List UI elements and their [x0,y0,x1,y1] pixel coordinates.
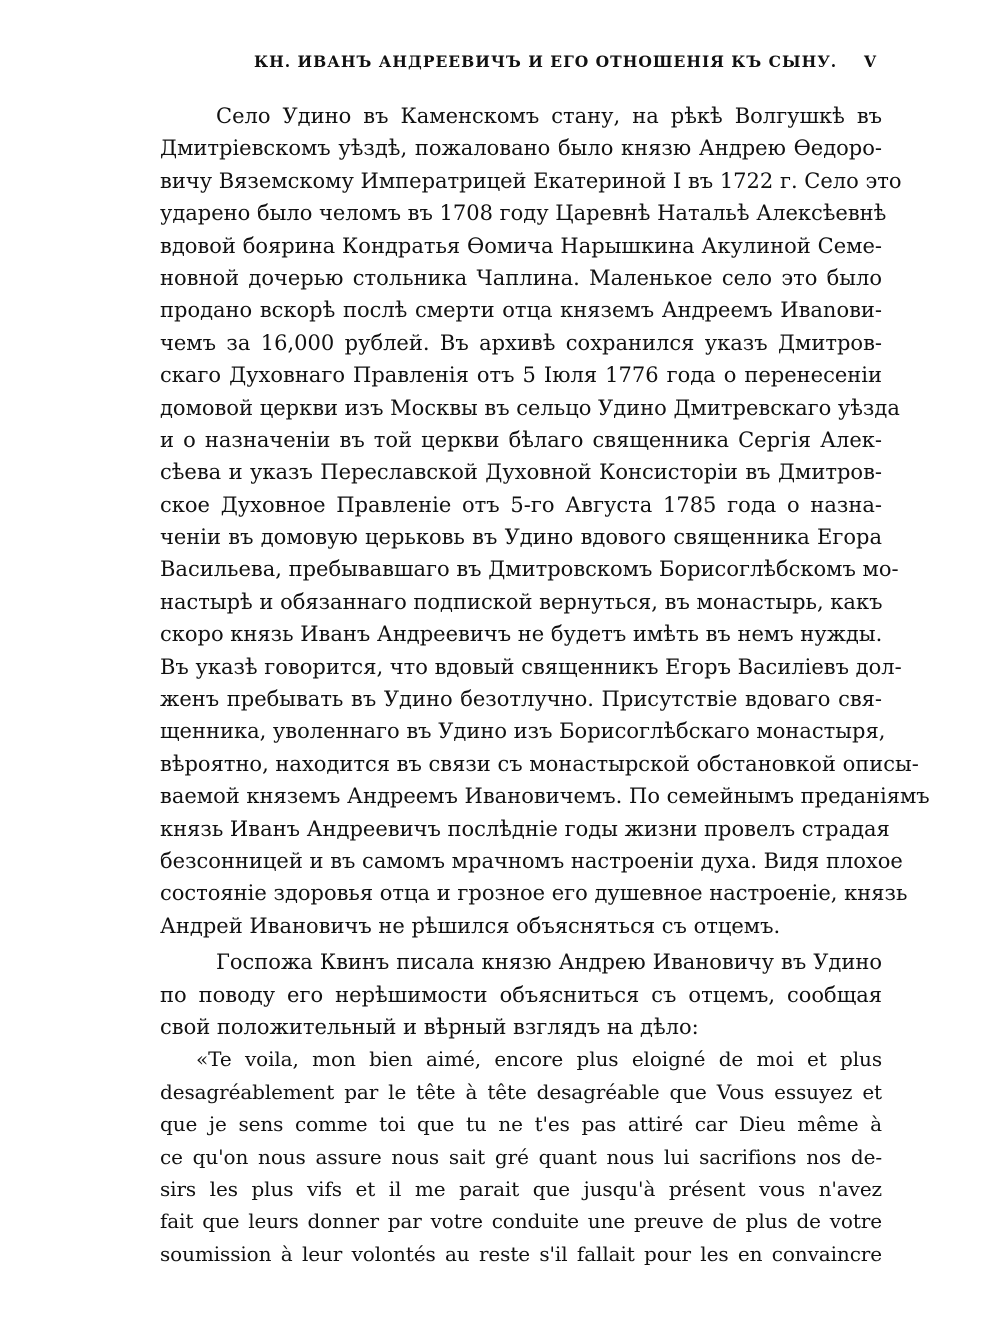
text-line: безсонницей и въ самомъ мрачномъ настроеніи духа. Видя плохое [160,848,903,873]
text-line: вѣроятно, находится въ связи съ монастырской обстановкой описы- [160,751,919,776]
running-title: КН. ИВАНЪ АНДРЕЕВИЧЪ И ЕГО ОТНОШЕНІЯ КЪ СЫНУ. [254,52,838,71]
text-line: Село Удино въ Каменскомъ стану, на рѣкѣ Волгушкѣ въ [216,104,882,128]
text-line: ченіи въ домовую церьковь въ Удино вдового священника Егора [160,525,882,550]
text-line: скоро князь Иванъ Андреевичъ не будетъ имѣть въ немъ нужды. [160,622,883,647]
text-line: и о назначеніи въ той церкви бѣлаго священника Сергія Алек- [160,427,882,452]
text-line: состояніе здоровья отца и грозное его душевное настроеніе, князь [160,881,908,906]
text-line: sirs les plus vifs et il me parait que jusqu'à présent vous n'avez [160,1176,882,1201]
paragraph-udino-history [160,100,930,942]
text-line: новной дочерью стольника Чаплина. Маленькое село это было [160,265,882,290]
text-line: fait que leurs donner par votre conduite une preuve de plus de votre [160,1209,882,1234]
body-text [160,100,930,1270]
text-line: Андрей Ивановичъ не рѣшился объясняться съ отцемъ. [160,913,781,938]
text-line: скаго Духовнаго Правленія отъ 5 Іюля 1776 года о перенесеніи [160,363,882,388]
text-line: «Te voila, mon bien aimé, encore plus eloigné de moi et plus [196,1047,882,1072]
text-line: вичу Вяземскому Императрицей Екатериной I въ 1722 г. Село это [160,168,902,193]
text-line: Госпожа Квинъ писала князю Андрею Ивановичу въ Удино [216,950,882,975]
text-line: Дмитріевскомъ уѣздѣ, пожаловано было князю Андрею Ѳедоро- [160,136,882,161]
text-line: ударено было челомъ въ 1708 году Царевнѣ Натальѣ Алексѣевнѣ [160,201,887,226]
text-line: ваемой княземъ Андреемъ Ивановичемъ. По семейнымъ преданіямъ [160,784,930,809]
text-line: настырѣ и обязаннаго подпиской вернуться, въ монастырь, какъ [160,589,883,614]
text-line: чемъ за 16,000 рублей. Въ архивѣ сохранился указъ Дмитров- [160,330,882,355]
text-line: князь Иванъ Андреевичъ послѣдніе годы жизни провелъ страдая [160,816,890,841]
text-line: домовой церкви изъ Москвы въ сельцо Удино Дмитревскаго уѣзда [160,395,900,420]
text-line: Въ указѣ говорится, что вдовый священникъ Егоръ Василіевъ дол- [160,654,902,679]
page-number: V [863,52,876,71]
text-line: Васильева, пребывавшаго въ Дмитровскомъ Борисоглѣбскомъ мо- [160,557,899,582]
text-line: ce qu'on nous assure nous sait gré quant nous lui sacrifions nos de- [160,1144,882,1169]
text-line: свой положительный и вѣрный взглядъ на дѣло: [160,1014,699,1039]
text-line: продано вскорѣ послѣ смерти отца княземъ Андреемъ Ивanови- [160,298,882,323]
text-line: женъ пребывать въ Удино безотлучно. Присутствіе вдоваго свя- [160,687,882,712]
text-line: que je sens comme toi que tu ne t'es pas attiré car Dieu même à [160,1112,882,1137]
text-line: soumission à leur volontés au reste s'il fallait pour les en convaincre [160,1241,882,1266]
text-line: вдовой боярина Кондратья Ѳомича Нарышкина Акулиной Семе- [160,233,882,258]
text-line: ское Духовное Правленіе отъ 5-го Августа 1785 года о назна- [160,492,882,517]
running-head [160,52,880,76]
text-line: по поводу его нерѣшимости объясниться съ отцемъ, сообщая [160,982,882,1007]
text-line: щенника, уволеннаго въ Удино изъ Борисоглѣбскаго монастыря, [160,719,886,744]
text-line: desagréablement par le tête à tête desagréable que Vous essuyez et [160,1079,882,1104]
paragraph-quinn-letter-intro [160,946,882,1043]
paragraph-french-quotation [160,1043,882,1270]
text-line: сѣева и указъ Переславской Духовной Консисторіи въ Дмитров- [160,460,882,485]
